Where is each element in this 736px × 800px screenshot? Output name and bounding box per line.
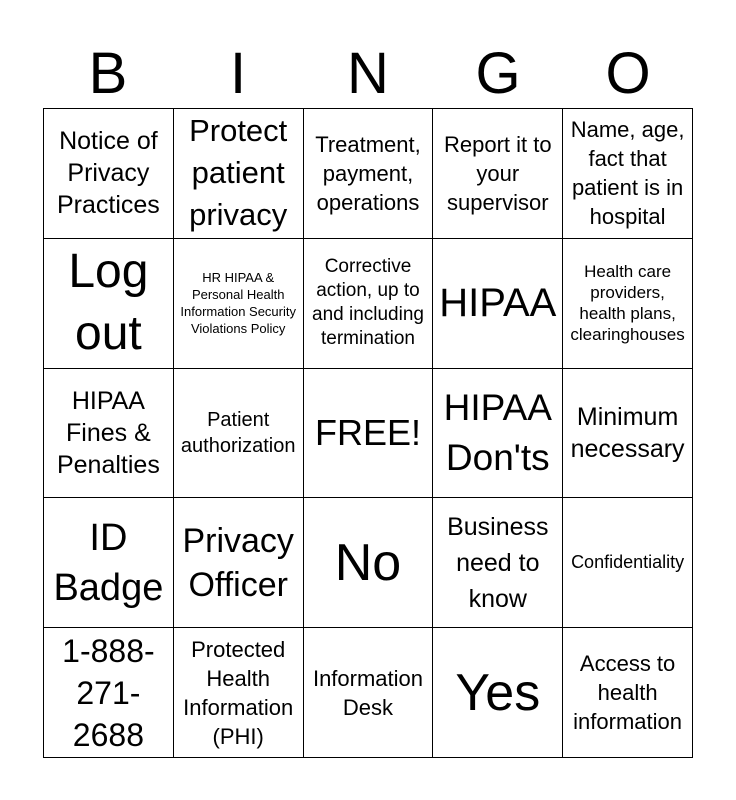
cell-label: Access to health information: [573, 651, 683, 735]
cell-label: FREE!: [314, 412, 421, 454]
bingo-cell: [563, 628, 693, 758]
cell-label: Protect patient privacy: [189, 113, 288, 233]
cell-label: Patient authorization: [180, 408, 296, 457]
bingo-cell: [174, 239, 304, 369]
bingo-cell: [174, 109, 304, 239]
cell-label: Confidentiality: [571, 552, 685, 573]
cell-label: Notice of Privacy Practices: [56, 127, 160, 220]
cell-label: HIPAA Fines & Penalties: [56, 386, 160, 479]
bingo-cell: [304, 628, 434, 758]
header-letter-n: N: [347, 41, 389, 106]
bingo-board: [43, 108, 693, 758]
cell-label: Yes: [455, 663, 541, 722]
cell-label: Business need to know: [447, 512, 549, 613]
bingo-cell: [174, 369, 304, 499]
bingo-cell: [44, 369, 174, 499]
cell-label: Information Desk: [312, 665, 424, 720]
header-letter-i: I: [229, 41, 247, 106]
header-letter-b: B: [88, 41, 128, 106]
bingo-header: [43, 40, 693, 108]
cell-label: Report it to your supervisor: [443, 131, 552, 215]
bingo-cell: [433, 369, 563, 499]
cell-label: ID Badge: [53, 516, 164, 609]
cell-label: Protected Health Information (PHI): [183, 636, 294, 749]
cell-label: Minimum necessary: [570, 402, 685, 463]
bingo-cell: [563, 109, 693, 239]
cell-label: Privacy Officer: [182, 521, 294, 604]
header-letter-g: G: [475, 41, 521, 106]
bingo-cell: [433, 109, 563, 239]
bingo-cell: [174, 498, 304, 628]
cell-label: 1-888-271-2688: [62, 632, 155, 753]
bingo-cell: [304, 369, 434, 499]
bingo-cell: [174, 628, 304, 758]
bingo-cell: [563, 239, 693, 369]
bingo-cell: [304, 239, 434, 369]
cell-label: No: [334, 533, 402, 592]
cell-label: Corrective action, up to and including termination: [312, 256, 424, 350]
cell-label: HIPAA Don'ts: [443, 386, 552, 478]
bingo-cell: [433, 628, 563, 758]
bingo-cell: [433, 498, 563, 628]
bingo-cell: [44, 109, 174, 239]
cell-label: Log out: [68, 245, 149, 361]
bingo-cell: [44, 239, 174, 369]
bingo-cell: [563, 498, 693, 628]
bingo-cell: [304, 498, 434, 628]
header-letter-o: O: [605, 41, 651, 106]
bingo-cell: [44, 498, 174, 628]
cell-label: HIPAA: [439, 281, 557, 326]
bingo-cell: [304, 109, 434, 239]
cell-label: Name, age, fact that patient is in hospital: [570, 117, 685, 230]
cell-label: HR HIPAA & Personal Health Information Security Violations Policy: [180, 270, 296, 337]
bingo-cell: [563, 369, 693, 499]
bingo-cell: [44, 628, 174, 758]
cell-label: Health care providers, health plans, clearinghouses: [570, 262, 685, 345]
bingo-cell: [433, 239, 563, 369]
cell-label: Treatment, payment, operations: [315, 131, 421, 215]
